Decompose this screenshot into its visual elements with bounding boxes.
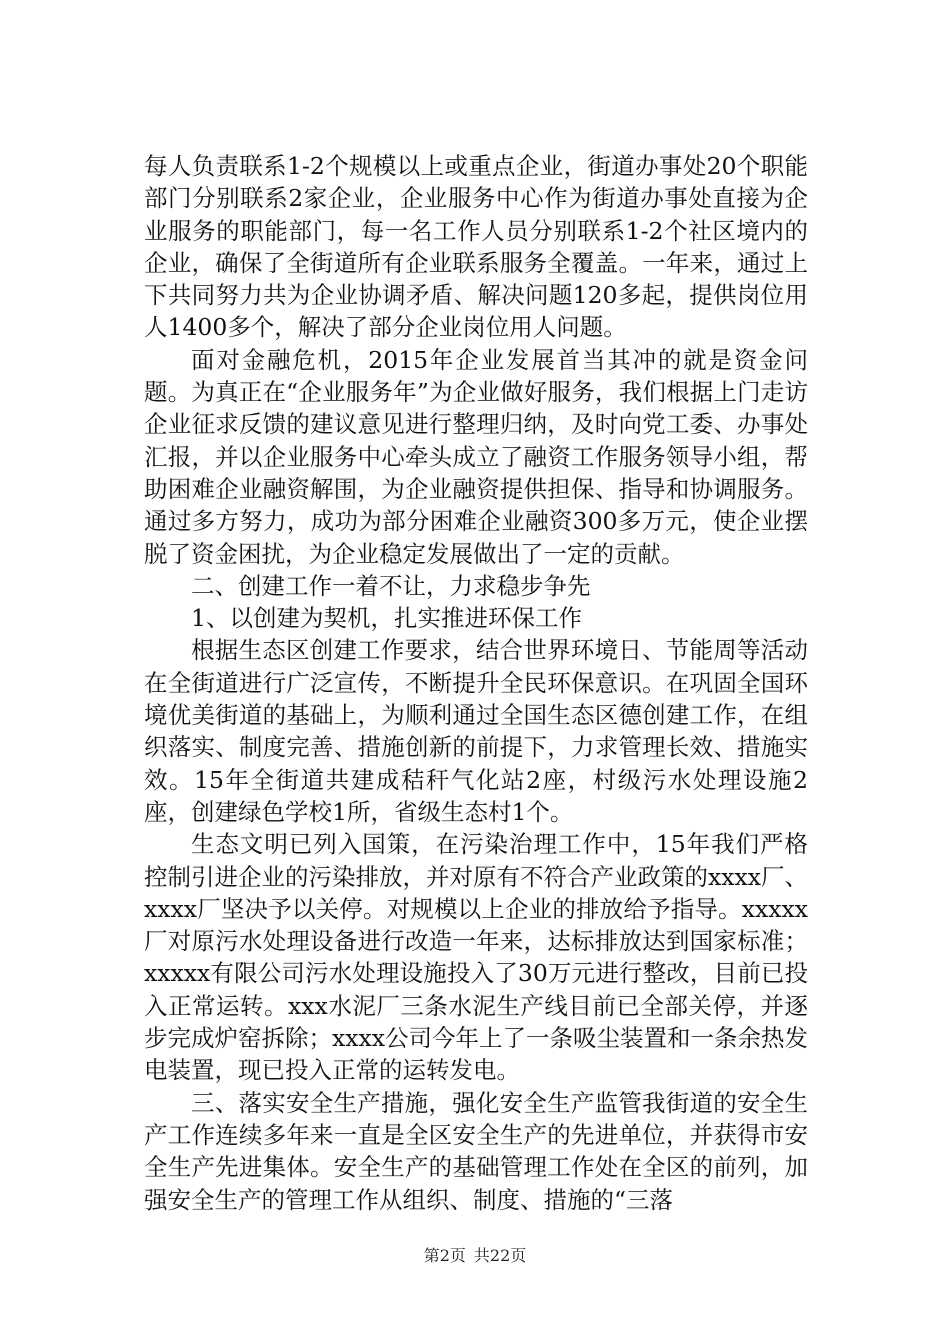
paragraph-3: 根据生态区创建工作要求，结合世界环境日、节能周等活动在全街道进行广泛宣传，不断提升全民环保意识。在巩固全国环境优美街道的基础上，为顺利通过全国生态区德创建工作，在组织落实、制度完善、措施创新的前提下，力求管理长效、措施实效。15年全街道共建成秸秆气化站2座，村级污水处理设施2座，创建绿色学校1所，省级生态村1个。 — [144, 636, 808, 826]
paragraph-1: 每人负责联系1-2个规模以上或重点企业，街道办事处20个职能部门分别联系2家企业，企业服务中心作为街道办事处直接为企业服务的职能部门，每一名工作人员分别联系1-2个社区境内的企业，确保了全街道所有企业联系服务全覆盖。一年来，通过上下共同努力共为企业协调矛盾、解决问题120多起，提供岗位用人1400多个，解决了部分企业岗位用人问题。 — [144, 152, 808, 342]
paragraph-4: 生态文明已列入国策，在污染治理工作中，15年我们严格控制引进企业的污染排放，并对原有不符合产业政策的xxxx厂、xxxx厂坚决予以关停。对规模以上企业的排放给予指导。xxxxx厂对原污水处理设备进行改造一年来，达标排放达到国家标准；xxxxx有限公司污水处理设施投入了30万元进行整改，目前已投入正常运转。xxx水泥厂三条水泥生产线目前已全部关停，并逐步完成炉窑拆除；xxxx公司今年上了一条吸尘装置和一条余热发电装置，现已投入正常的运转发电。 — [144, 830, 809, 1085]
body-text — [144, 150, 808, 1216]
page-total: 共22页 — [473, 1246, 527, 1265]
paragraph-2: 面对金融危机，2015年企业发展首当其冲的就是资金问题。为真正在“企业服务年”为企业做好服务，我们根据上门走访企业征求反馈的建议意见进行整理归纳，及时向党工委、办事处汇报，并以企业服务中心牵头成立了融资工作服务领导小组，帮助困难企业融资解围，为企业融资提供担保、指导和协调服务。通过多方努力，成功为部分困难企业融资300多万元，使企业摆脱了资金困扰，为企业稳定发展做出了一定的贡献。 — [144, 345, 808, 568]
subsection-heading-1: 1、以创建为契机，扎实推进环保工作 — [191, 604, 582, 633]
section-heading-2: 二、创建工作一着不让，力求稳步争先 — [191, 571, 591, 600]
section-heading-3: 三、落实安全生产措施，强化安全生产监管我街道的安全生产工作连续多年来一直是全区安全生产的先进单位，并获得市安全生产先进集体。安全生产的基础管理工作处在全区的前列，加强安全生产的管理工作从组织、制度、措施的“三落 — [144, 1088, 808, 1214]
page-footer — [0, 1243, 950, 1266]
page-number: 第2页 — [423, 1246, 466, 1265]
